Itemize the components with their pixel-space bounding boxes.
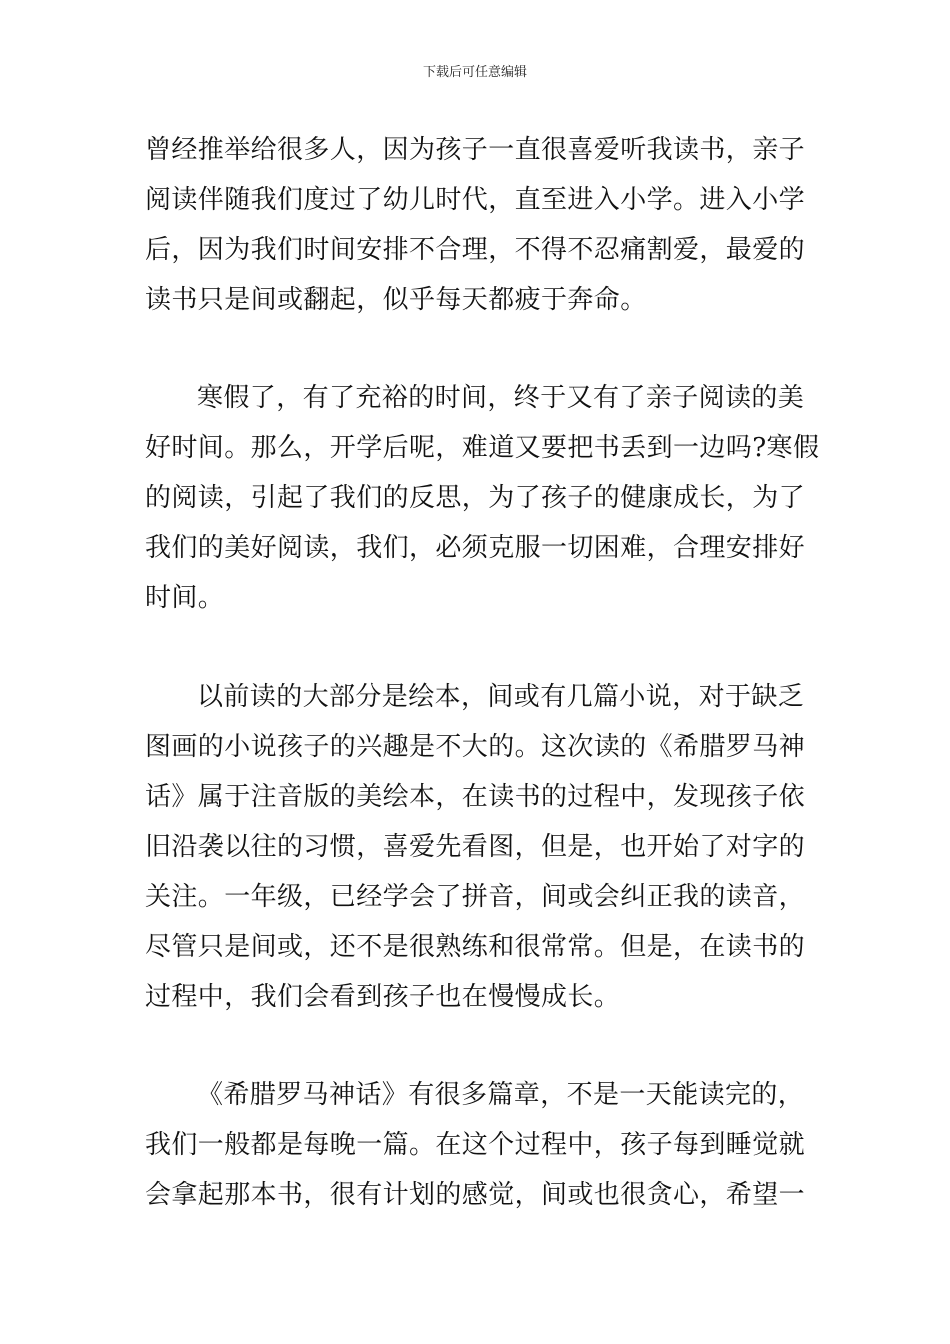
text-line: 好时间。那么，开学后呢，难道又要把书丢到一边吗?寒假	[145, 433, 820, 463]
text-line: 旧沿袭以往的习惯，喜爱先看图，但是，也开始了对字的	[145, 832, 806, 862]
text-line: 后，因为我们时间安排不合理，不得不忍痛割爱，最爱的	[145, 235, 806, 265]
text-line: 话》属于注音版的美绘本，在读书的过程中，发现孩子依	[145, 782, 806, 812]
text-line: 过程中，我们会看到孩子也在慢慢成长。	[145, 982, 621, 1012]
text-line: 曾经推举给很多人，因为孩子一直很喜爱听我读书，亲子	[145, 135, 806, 165]
text-line: 以前读的大部分是绘本，间或有几篇小说，对于缺乏	[197, 682, 805, 712]
text-line: 寒假了，有了充裕的时间，终于又有了亲子阅读的美	[197, 383, 805, 413]
text-line: 阅读伴随我们度过了幼儿时代，直至进入小学。进入小学	[145, 185, 806, 215]
text-line: 《希腊罗马神话》有很多篇章，不是一天能读完的，	[197, 1080, 805, 1110]
text-line: 时间。	[145, 583, 225, 613]
text-line: 的阅读，引起了我们的反思，为了孩子的健康成长，为了	[145, 483, 806, 513]
text-line: 我们一般都是每晚一篇。在这个过程中，孩子每到睡觉就	[145, 1130, 806, 1160]
text-line: 会拿起那本书，很有计划的感觉，间或也很贪心，希望一	[145, 1180, 806, 1210]
page-header-note: 下载后可任意编辑	[422, 65, 527, 80]
text-line: 关注。一年级，已经学会了拼音，间或会纠正我的读音，	[145, 882, 806, 912]
text-line: 读书只是间或翻起，似乎每天都疲于奔命。	[145, 285, 647, 315]
text-line: 图画的小说孩子的兴趣是不大的。这次读的《希腊罗马神	[145, 732, 806, 762]
text-line: 尽管只是间或，还不是很熟练和很常常。但是，在读书的	[145, 932, 806, 962]
text-line: 我们的美好阅读，我们，必须克服一切困难，合理安排好	[145, 533, 806, 563]
